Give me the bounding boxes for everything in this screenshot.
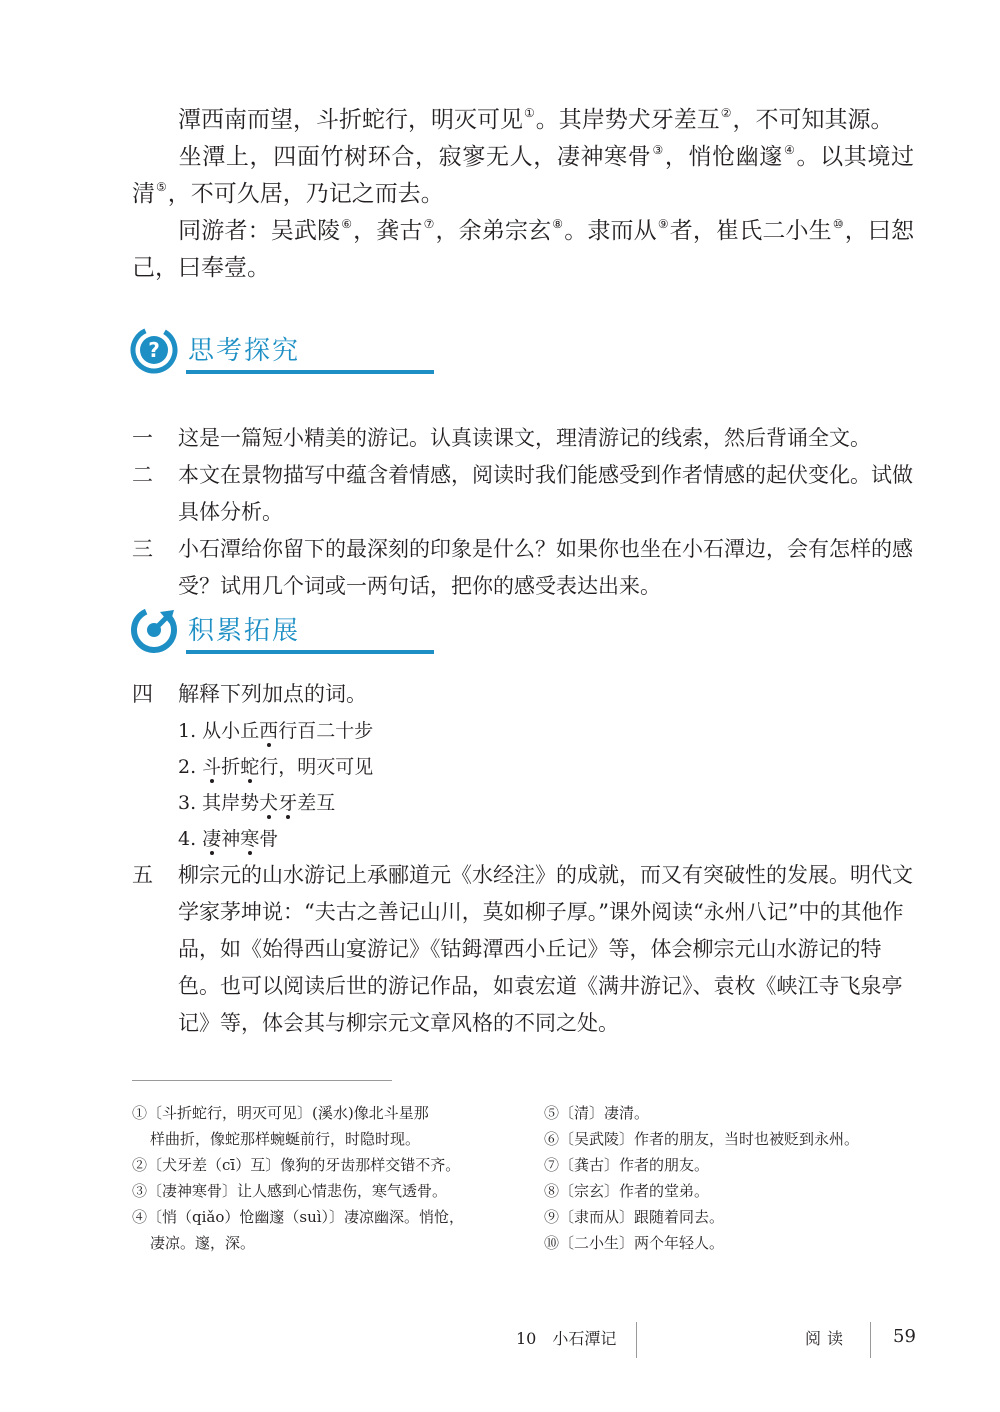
footnote	[132, 1100, 512, 1152]
footnote-ref[interactable]: ⑤	[156, 180, 167, 194]
section-title: 积累拓展	[188, 616, 301, 646]
text-segment: ，余弟宗玄	[435, 218, 552, 244]
footer-divider	[636, 1322, 637, 1358]
footnote-line: ①〔斗折蛇行，明灭可见〕(溪水)像北斗星那	[132, 1104, 429, 1122]
question-number: 二	[132, 463, 153, 487]
footnote-ref[interactable]: ⑨	[657, 217, 669, 231]
dotted-word: 犬	[259, 792, 279, 814]
body-paragraph-1	[132, 102, 914, 139]
footer-section-label: 阅读	[805, 1329, 850, 1348]
footnotes-left	[132, 1100, 512, 1256]
question-icon	[130, 326, 178, 374]
question-number: 一	[132, 426, 153, 450]
dotted-word: 蛇	[240, 756, 260, 778]
text-segment: ，不可久居，乃记之而去。	[167, 181, 444, 207]
section-title: 思考探究	[188, 336, 301, 366]
accumulate-arrow-icon	[130, 606, 178, 654]
text-segment: ，悄怆幽邃	[664, 144, 784, 170]
question-item	[132, 857, 916, 1042]
footnote-line: ④〔悄（qiǎo）怆幽邃（suì）〕凄凉幽深。悄怆，	[132, 1208, 465, 1226]
footnotes-right	[544, 1100, 924, 1256]
dotted-word: 凄	[202, 828, 222, 850]
sub-item	[132, 713, 916, 749]
question-text: 小石潭给你留下的最深刻的印象是什么？如果你也坐在小石潭边，会有怎样的感受？试用几个词或一两句话，把你的感受表达出来。	[178, 537, 913, 598]
text-segment: 4.	[178, 828, 203, 850]
footnote-ref[interactable]: ④	[784, 143, 796, 157]
footnote: ⑤〔清〕凄清。	[544, 1104, 650, 1122]
text-segment: ，曰恕己，曰奉壹。	[132, 218, 915, 281]
footer-lesson-title: 10 小石潭记	[516, 1329, 617, 1348]
dotted-word: 斗	[202, 756, 222, 778]
question-text: 这是一篇短小精美的游记。认真读课文，理清游记的线索，然后背诵全文。	[178, 426, 871, 450]
footnote	[132, 1204, 512, 1256]
think-question-list	[132, 420, 916, 605]
text-segment: 。隶而从	[564, 218, 657, 244]
footnote: ②〔犬牙差（cī）互〕像狗的牙齿那样交错不齐。	[132, 1156, 461, 1174]
dotted-word: 牙	[278, 792, 298, 814]
question-item	[132, 420, 916, 457]
question-text: 柳宗元的山水游记上承郦道元《水经注》的成就，而又有突破性的发展。明代文学家茅坤说：“夫古之善记山川，莫如柳子厚。”课外阅读“永州八记”中的其他作品，如《始得西山宴游记》《钴鉧潭西小丘记》等，体会柳宗元山水游记的特色。也可以阅读后世的游记作品，如袁宏道《满井游记》、袁枚《峡江寺飞泉亭记》等，体会其与柳宗元文章风格的不同之处。	[178, 863, 913, 1035]
footnote: ③〔凄神寒骨〕让人感到心情悲伤，寒气透骨。	[132, 1182, 448, 1200]
section-header-extend	[130, 604, 390, 664]
text-segment: 差互	[297, 792, 336, 814]
question-text: 本文在景物描写中蕴含着情感，阅读时我们能感受到作者情感的起伏变化。试做具体分析。	[178, 463, 913, 524]
sub-item	[132, 749, 916, 785]
question-number: 五	[132, 863, 153, 887]
question-item	[132, 457, 916, 531]
question-number: 三	[132, 537, 153, 561]
footnote-ref[interactable]: ⑥	[341, 217, 353, 231]
title-underline	[186, 650, 434, 654]
question-number: 四	[132, 682, 153, 706]
extend-question-list	[132, 676, 916, 1042]
footnote-line: 样曲折，像蛇那样蜿蜒前行，时隐时现。	[150, 1130, 421, 1148]
text-segment: 神	[221, 828, 241, 850]
text-segment: ，龚古	[353, 218, 423, 244]
question-text: 解释下列加点的词。	[178, 682, 367, 706]
title-underline	[186, 370, 434, 374]
footnote: ⑨〔隶而从〕跟随着同去。	[544, 1208, 725, 1226]
dotted-word: 西	[259, 720, 279, 742]
footnote-ref[interactable]: ③	[652, 143, 664, 157]
text-segment: 1. 从小丘	[178, 720, 260, 742]
footnote-ref[interactable]: ⑩	[832, 217, 844, 231]
text-segment: ，不可知其源。	[732, 107, 894, 133]
text-segment: 折	[221, 756, 241, 778]
text-segment: 同游者：吴武陵	[178, 218, 341, 244]
text-segment: 潭西南而望，斗折蛇行，明灭可见	[178, 107, 523, 133]
text-segment: 骨	[259, 828, 279, 850]
footnote-ref[interactable]: ⑦	[423, 217, 435, 231]
text-segment: 。以其境过清	[132, 144, 915, 207]
footnote-line: 凄凉。邃，深。	[150, 1234, 256, 1252]
text-segment: 行，明灭可见	[259, 756, 374, 778]
footer-divider	[870, 1322, 871, 1358]
footnote-rule	[132, 1080, 392, 1081]
text-segment: 者，崔氏二小生	[669, 218, 832, 244]
body-paragraph-2	[132, 139, 914, 213]
footnote-ref[interactable]: ⑧	[552, 217, 564, 231]
sub-item	[132, 821, 916, 857]
text-segment: 。其岸势犬牙差互	[535, 107, 720, 133]
footnote: ⑥〔吴武陵〕作者的朋友，当时也被贬到永州。	[544, 1130, 860, 1148]
page-number: 59	[893, 1326, 916, 1347]
footnote: ⑧〔宗玄〕作者的堂弟。	[544, 1182, 710, 1200]
text-segment: 行百二十步	[278, 720, 374, 742]
text-segment: 2.	[178, 756, 203, 778]
footnote: ⑩〔二小生〕两个年轻人。	[544, 1234, 725, 1252]
text-segment: 3. 其岸势	[178, 792, 260, 814]
section-header-think	[130, 324, 390, 384]
footnote-ref[interactable]: ①	[524, 106, 535, 120]
question-item	[132, 531, 916, 605]
body-paragraph-3	[132, 213, 914, 287]
footnote-ref[interactable]: ②	[720, 106, 732, 120]
question-item	[132, 676, 916, 713]
footnote: ⑦〔龚古〕作者的朋友。	[544, 1156, 710, 1174]
text-segment: 坐潭上，四面竹树环合，寂寥无人，凄神寒骨	[178, 144, 652, 170]
sub-item	[132, 785, 916, 821]
dotted-word: 寒	[240, 828, 260, 850]
svg-text:?: ?	[148, 338, 160, 362]
